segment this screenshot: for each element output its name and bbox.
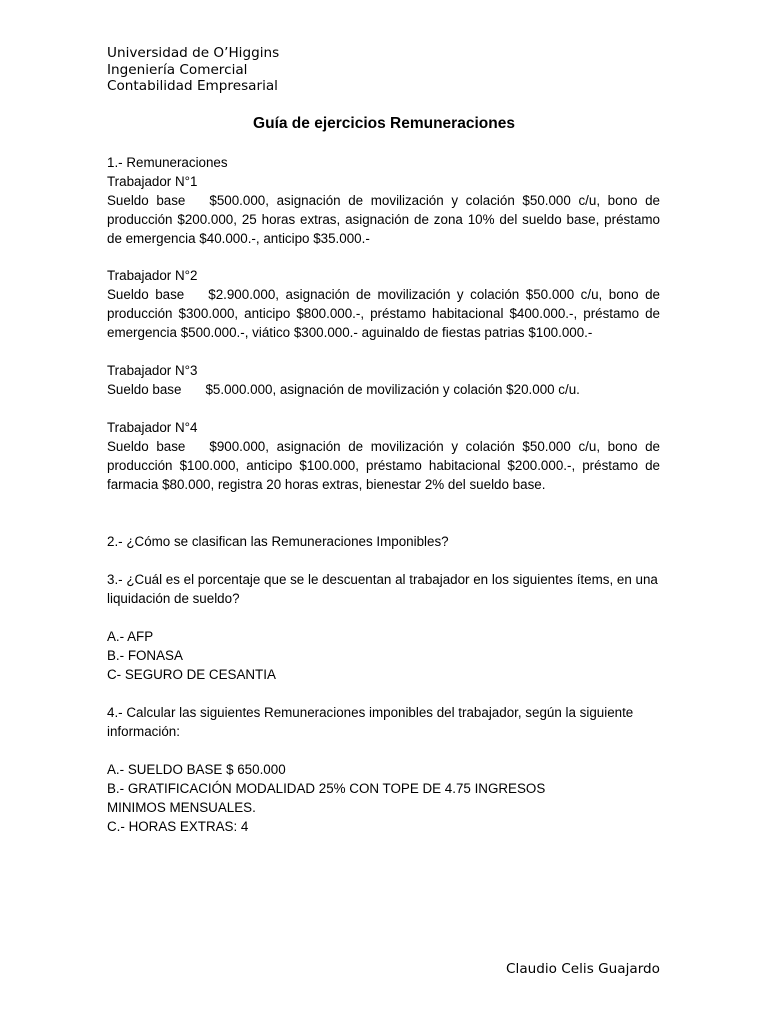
author-name: Claudio Celis Guajardo: [506, 961, 660, 977]
list-item: B.- GRATIFICACIÓN MODALIDAD 25% CON TOPE DE 4.75 INGRESOS MINIMOS MENSUALES.: [107, 781, 546, 815]
question-2: [107, 532, 660, 551]
list-item: B.- FONASA: [107, 648, 183, 663]
university-name: Universidad de O’Higgins: [107, 45, 280, 61]
document-header: [107, 45, 279, 95]
base-salary-label: Sueldo base: [107, 287, 185, 302]
worker-4-label: Trabajador N°4: [107, 420, 198, 435]
section-remuneraciones: [107, 153, 660, 248]
list-item: A.- AFP: [107, 629, 154, 644]
worker-2-details: [107, 285, 660, 342]
question-3: [107, 570, 660, 608]
document-title: Guía de ejercicios Remuneraciones: [253, 115, 515, 132]
worker-1-label: Trabajador N°1: [107, 174, 198, 189]
base-salary-label: Sueldo base: [107, 382, 182, 397]
worker-3-text: $5.000.000, asignación de movilización y colación $20.000 c/u.: [205, 382, 580, 397]
worker-2-label: Trabajador N°2: [107, 268, 198, 283]
base-salary-label: Sueldo base: [107, 439, 186, 454]
question-4: [107, 703, 660, 741]
worker-4-text: $900.000, asignación de movilización y colación $50.000 c/u, bono de producción $100.000, anticipo $100.000, préstamo habitacional $200.000.-, préstamo de farmacia $80.000, registra 20 horas extras, bienestar 2% del sueldo base.: [107, 439, 660, 492]
course-name: Contabilidad Empresarial: [107, 78, 278, 94]
worker-2-block: [107, 266, 660, 342]
program-name: Ingeniería Comercial: [107, 61, 248, 78]
worker-3-details: [107, 380, 660, 399]
section-heading: 1.- Remuneraciones: [107, 155, 228, 170]
list-item: C.- HORAS EXTRAS: 4: [107, 819, 249, 834]
worker-3-block: [107, 361, 660, 399]
question-4-text: 4.- Calcular las siguientes Remuneraciones imponibles del trabajador, según la siguiente información:: [107, 705, 634, 739]
list-item: C- SEGURO DE CESANTIA: [107, 667, 276, 682]
question-3-text: 3.- ¿Cuál es el porcentaje que se le descuentan al trabajador en los siguientes ítems, en una liquidación de sueldo?: [107, 572, 658, 606]
base-salary-label: Sueldo base: [107, 193, 186, 208]
question-2-text: 2.- ¿Cómo se clasifican las Remuneraciones Imponibles?: [107, 534, 449, 549]
worker-2-text: $2.900.000, asignación de movilización y colación $50.000 c/u, bono de producción $300.000, anticipo $800.000.-, préstamo habitacional $400.000.-, préstamo de emergencia $500.000.-, viático $300.000.- aguinaldo de fiestas patrias $100.000.-: [107, 287, 660, 340]
list-item: A.- SUELDO BASE $ 650.000: [107, 762, 286, 777]
question-4-items: [107, 760, 587, 836]
worker-1-details: [107, 191, 660, 248]
worker-4-block: [107, 418, 660, 494]
worker-1-text: $500.000, asignación de movilización y colación $50.000 c/u, bono de producción $200.000, 25 horas extras, asignación de zona 10% del sueldo base, préstamo de emergencia $40.000.-, anticipo $35.000.-: [107, 193, 660, 246]
question-3-items: [107, 627, 660, 684]
worker-3-label: Trabajador N°3: [107, 363, 198, 378]
worker-4-details: [107, 437, 660, 494]
